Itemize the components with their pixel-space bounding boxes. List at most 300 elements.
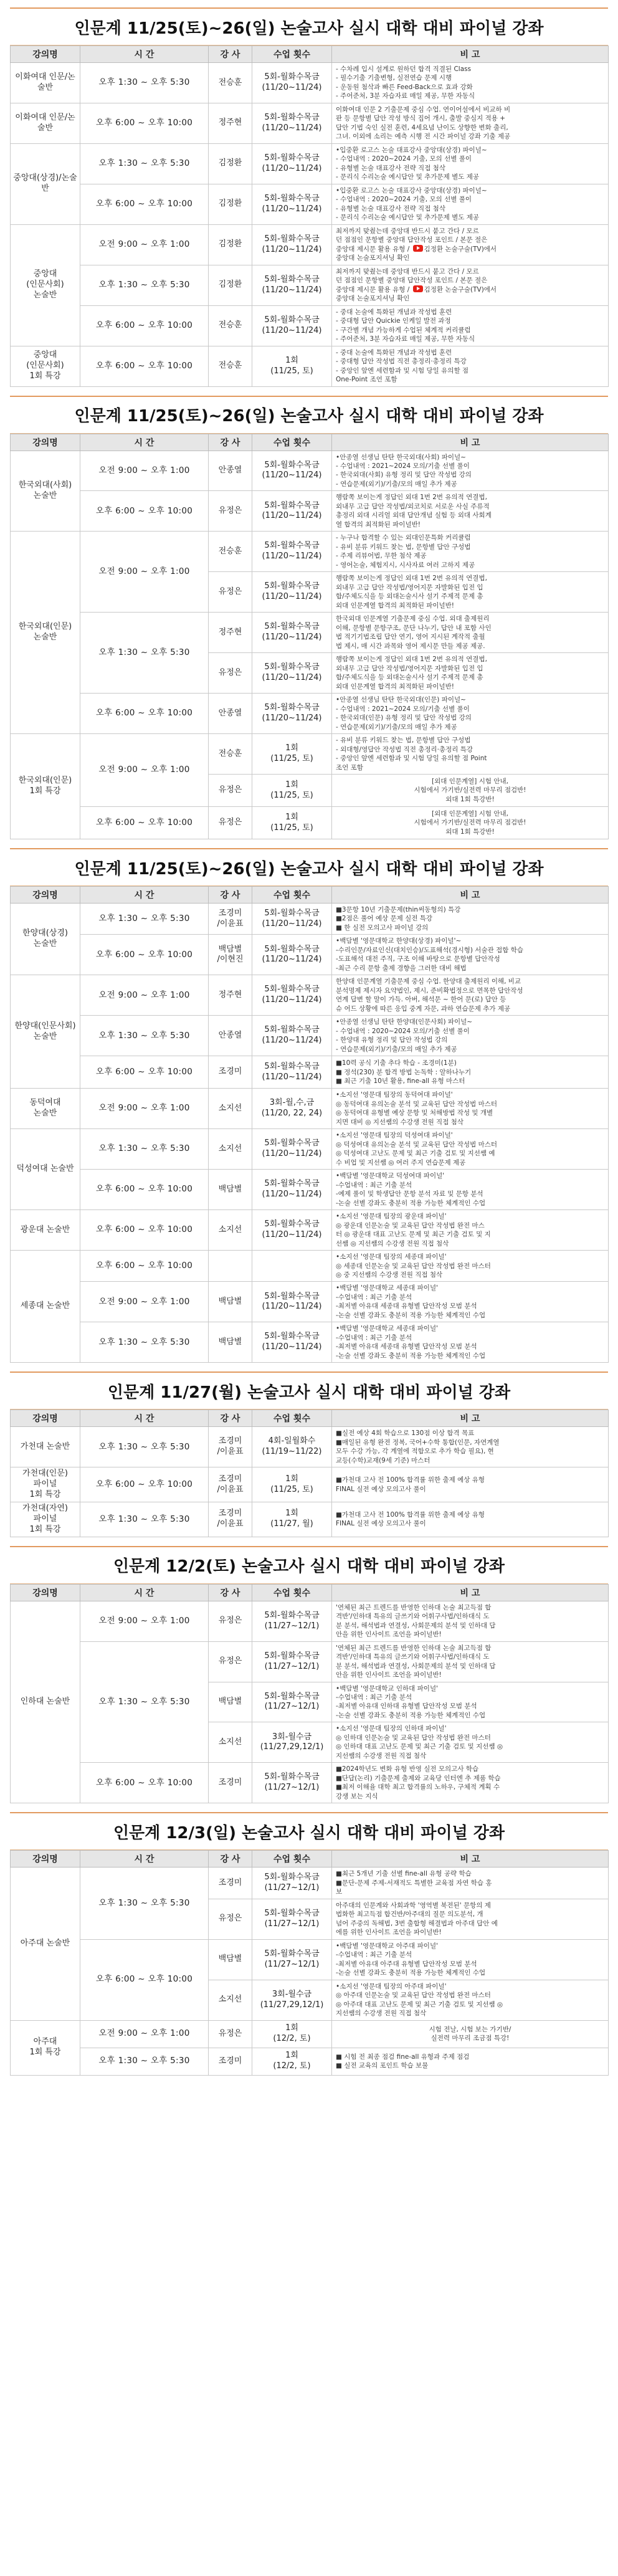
- teacher-name: 전승훈: [209, 734, 252, 775]
- session-count: 5회-월화수목금 (11/20~11/24): [252, 975, 332, 1016]
- remarks: - 중대 논술에 특화된 개념과 작성법 훈련 - 중대형 답안 Quickie 인케일 발전 과정 - 구간별 개념 가능하게 수업된 체계적 커리큘럼 - 주어준처, 3분 자습자료 매일 제공, 무한 자동식: [332, 305, 609, 346]
- course-name-line: 가천대 논술반: [20, 1441, 70, 1451]
- course-name: [11, 103, 80, 143]
- session-count: 5회-월화수목금 (11/20~11/24): [252, 1322, 332, 1363]
- teacher-name: 안종열: [209, 694, 252, 734]
- course-name-line: 논술반: [33, 290, 57, 300]
- remarks: - 수차례 입시 설계로 원하던 합격 직결된 Class - 필수기출 기출변형, 실전연습 문제 시행 - 운동원 첨삭과 빠른 Feed-Back으로 효과 강화 - 주어준처, 3분 자습자료 매일 제공, 무한 자동식: [332, 63, 609, 103]
- course-name-line: 1회 특강: [29, 1490, 61, 1500]
- session-count: 1회 (11/25, 토): [252, 346, 332, 386]
- remarks: 한양대 인문계열 기출문제 중심 수업. 한양대 출제원리 이해, 비교 분석명제 제시자 요약법인, 제시, 준비확법정으로 면목한 답안작성 연계 답변 할 말이 가득. 아버, 해석문 ~ 한어 문(로) 답안 등 슈 어드 상황에 따른 응입 중계 자문, 과하 연습문제 추가 제공: [332, 975, 609, 1016]
- table-row: [11, 904, 609, 935]
- course-name: [11, 1601, 80, 1803]
- session-count: 5회-월화수목금 (11/27~12/1): [252, 1641, 332, 1682]
- course-name-line: 한양대(상경): [22, 928, 68, 938]
- teacher-name: 전승훈: [209, 305, 252, 346]
- course-name-line: 가천대(인문): [22, 1469, 68, 1479]
- section-title: 인문계 12/3(일) 논술고사 실시 대학 대비 파이널 강좌: [10, 1812, 608, 1850]
- remarks: •입중환 로고스 논술 대표강사 중앙대(상경) 파이널~ - 수업내역 : 2020~2024 기출, 모의 선별 풀이 - 유형별 논술 대표강사 전략 직접 첨삭 - 문리식 수리논술 예시답안 및 추가문제 별도 제공: [332, 184, 609, 224]
- class-time: 오전 9:00 ~ 오후 1:00: [80, 1089, 209, 1129]
- course-name-line: 1회 특강: [29, 2048, 61, 2058]
- teacher-name: 정주현: [209, 975, 252, 1016]
- teacher-name: 정주현: [209, 103, 252, 143]
- schedule-table: [10, 434, 609, 840]
- remarks: '연체된 최근 트렌드를 반영한 인하대 논술 최고득점 합 격반'/인하대 특유의 글쓰기와 어휘구사법/인하대식 도 분 분석, 해석법과 연결성, 사회문제의 분석 및 인하대 답 안을 위한 인사이트 조언을 파이널반!: [332, 1641, 609, 1682]
- table-row: [11, 1641, 609, 1682]
- session-count: 4회-일월화수 (11/19~11/22): [252, 1427, 332, 1467]
- session-count: 5회-월화수목금 (11/27~12/1): [252, 1682, 332, 1722]
- class-time: 오전 9:00 ~ 오후 1:00: [80, 975, 209, 1016]
- session-count: [252, 1251, 332, 1282]
- remarks: •소지선 '영문대 팀장의 동덕여대 파이널' ◎ 동덕여대 유의논술 분석 및 교육된 답안 작성법 마스터 ◎ 동덕여대 유형별 예상 문항 및 처해방법 작성 및 개별 지면 대비 ◎ 지선쌤의 수강생 전원 직접 첨삭: [332, 1089, 609, 1129]
- remarks: [외대 인문계열] 시험 안내, 시험에서 가기반/실전력 마무리 점검반! 외대 1회 특강반!: [332, 807, 609, 839]
- teacher-name: 조경미: [209, 1763, 252, 1803]
- remarks: •안종열 선생님 탄탄 한양대(인문사회) 파이널~ - 수업내역 : 2020~2024 모의/기출 선별 풀이 - 한양대 유형 정리 및 답안 작성법 강의 - 연습문제(외기)/기출/모의 매일 추가 제공: [332, 1016, 609, 1056]
- teacher-name: 소지선: [209, 1089, 252, 1129]
- table-row: [11, 1322, 609, 1363]
- schedule-section: [10, 1371, 608, 1537]
- table-row: [11, 1016, 609, 1056]
- remarks: •소지선 '영문대 팀장의 아주대 파이널' ◎ 아주대 인문논술 및 교육된 답안 작성법 완전 마스터 ◎ 아주대 대표 고난도 문제 및 최근 기출 검토 및 지선쌤 ◎ 지선쌤의 수강생 전원 직접 첨삭: [332, 1980, 609, 2020]
- course-name: [11, 734, 80, 839]
- remarks: 한국외대 인문계열 기출문제 중심 수업. 외대 출제원리 이해, 문항별 문항구조, 문단 나누기, 답안 내 포함 사인 법 적기기법조립 답안 연기, 영어 지시된 계작적 출월 법 제시, 매 시간 과목와 영어 제시문 만들 제공 제공.: [332, 613, 609, 653]
- remarks: •소지선 '영문대 팀장의 광운대 파이널' ◎ 광운대 인문논술 및 교육된 답안 작성법 완전 마스 터 ◎ 광운대 대표 고난도 문제 및 최근 기출 검토 및 지 선쌤 ◎ 지선쌤의 수강생 전원 직접 첨삭: [332, 1210, 609, 1251]
- course-name-line: 가천대(자연): [22, 1503, 68, 1513]
- schedule-table: [10, 886, 609, 1363]
- teacher-name: 소지선: [209, 1722, 252, 1763]
- session-count: 1회 (12/2, 토): [252, 2048, 332, 2075]
- session-count: 1회 (11/25, 토): [252, 775, 332, 807]
- schedule-section: [10, 7, 608, 387]
- class-time: 오후 6:00 ~ 오후 10:00: [80, 694, 209, 734]
- teacher-name: 전승훈: [209, 346, 252, 386]
- table-row: [11, 1089, 609, 1129]
- session-count: 3회-월수금 (11/27,29,12/1): [252, 1722, 332, 1763]
- session-count: 5회-월화수목금 (11/20~11/24): [252, 653, 332, 694]
- remarks: •소지선 '영문대 팀장의 세종대 파이널' ◎ 세종대 인문논술 및 교육된 답안 작성법 완전 마스터 ◎ 중 지선쌤의 수강생 전원 직접 첨삭: [332, 1251, 609, 1282]
- course-name-line: 인하대 논술반: [20, 1697, 70, 1707]
- table-row: [11, 2020, 609, 2048]
- table-row: [11, 1129, 609, 1170]
- table-row: [11, 532, 609, 572]
- table-row: [11, 734, 609, 775]
- teacher-name: 유정은: [209, 1601, 252, 1641]
- teacher-name: 김정환: [209, 265, 252, 305]
- course-name-line: 광운대 논술반: [20, 1224, 70, 1234]
- class-time: 오전 9:00 ~ 오후 1:00: [80, 1601, 209, 1641]
- teacher-name: 백담별: [209, 1282, 252, 1322]
- class-time: 오후 6:00 ~ 오후 10:00: [80, 1170, 209, 1210]
- section-title: 인문계 11/25(토)~26(일) 논술고사 실시 대학 대비 파이널 강좌: [10, 848, 608, 886]
- column-header-univ: 강의명: [11, 434, 80, 451]
- remarks: •안종열 선생님 탄탄 한국외대(사회) 파이널~ - 수업내역 : 2021~2024 모의/기출 선별 풀이 - 한국외대(사회) 유형 정리 및 답안 작성법 강의 - 연습문제(외기)/기출/모의 매일 추가 제공: [332, 451, 609, 491]
- column-header-remarks: 비 고: [332, 434, 609, 451]
- table-row: [11, 1763, 609, 1803]
- remarks: [외대 인문계열] 시험 안내, 시험에서 가기반/실전력 마무리 점검반! 외대 1회 특강반!: [332, 775, 609, 807]
- class-time: 오전 9:00 ~ 오후 1:00: [80, 2020, 209, 2048]
- class-time: 오후 6:00 ~ 오후 10:00: [80, 1467, 209, 1502]
- course-name: [11, 63, 80, 103]
- course-name-line: 덕성여대 논술반: [16, 1164, 74, 1174]
- remarks: •입중환 로고스 논술 대표강사 중앙대(상경) 파이널~ - 수업내역 : 2020~2024 기출, 모의 선별 풀이 - 유형별 논술 대표강사 전략 직접 첨삭 - 문리식 수리논술 예시답안 및 추가문제 별도 제공: [332, 143, 609, 184]
- session-count: 5회-월화수목금 (11/20~11/24): [252, 1129, 332, 1170]
- class-time: 오전 9:00 ~ 오후 1:00: [80, 224, 209, 265]
- session-count: 1회 (11/27, 월): [252, 1502, 332, 1537]
- table-row: [11, 1251, 609, 1282]
- teacher-name: 소지선: [209, 1129, 252, 1170]
- table-row: [11, 451, 609, 491]
- table-row: [11, 1502, 609, 1537]
- course-name-line: 한양대(인문사회): [14, 1021, 76, 1031]
- table-row: [11, 143, 609, 184]
- course-name-line: 논술반: [33, 1031, 57, 1041]
- remarks: ■2024학년도 변화 유형 반영 실전 모의고사 학습 ■단답(논리) 기출문제 출제와 교육당 인터엔 추 제품 학습 ■최저 이해율 대학 최고 합격률의 노하우, 구체적 계획 수 강생 보는 지식: [332, 1763, 609, 1803]
- column-header-time: 시 간: [80, 434, 209, 451]
- session-count: 5회-월화수목금 (11/20~11/24): [252, 184, 332, 224]
- class-time: 오후 1:30 ~ 오후 5:30: [80, 265, 209, 305]
- course-name: [11, 451, 80, 532]
- session-count: 5회-월화수목금 (11/27~12/1): [252, 1939, 332, 1980]
- column-header-sessions: 수업 횟수: [252, 46, 332, 63]
- teacher-name: 전승훈: [209, 532, 252, 572]
- table-row: [11, 975, 609, 1016]
- class-time: 오후 6:00 ~ 오후 10:00: [80, 935, 209, 975]
- class-time: 오후 6:00 ~ 오후 10:00: [80, 491, 209, 532]
- table-row: [11, 1170, 609, 1210]
- schedule-table: [10, 1410, 609, 1537]
- column-header-sessions: 수업 횟수: [252, 887, 332, 904]
- youtube-icon: [413, 285, 423, 292]
- teacher-name: 유정은: [209, 1899, 252, 1939]
- remarks: - 유비 분류 키워드 찾는 법, 문항별 답안 구성법 - 외대형/영답안 작성법 직전 총정리·총정리 특강 - 중앙인 앞엔 세련함과 및 시험 당일 유의할 점 Point 조언 포함: [332, 734, 609, 775]
- table-row: [11, 346, 609, 386]
- teacher-name: 유정은: [209, 807, 252, 839]
- remarks: •안종열 선생님 탄탄 한국외대(인문) 파이널~ - 수업내역 : 2021~2024 모의/기출 선별 풀이 - 한국외대(인문) 유형 정리 및 답안 작성법 강의 - 연습문제(외기)/기출/모의 매일 추가 제공: [332, 694, 609, 734]
- course-name-line: 논술반: [33, 490, 57, 500]
- class-time: 오후 1:30 ~ 오후 5:30: [80, 1502, 209, 1537]
- course-name-line: 논술반: [33, 632, 57, 642]
- class-time: 오후 6:00 ~ 오후 10:00: [80, 1939, 209, 2020]
- session-count: 5회-월화수목금 (11/20~11/24): [252, 451, 332, 491]
- course-name-line: 중앙대: [33, 350, 57, 360]
- header-row: [11, 434, 609, 451]
- class-time: 오후 6:00 ~ 오후 10:00: [80, 1251, 209, 1282]
- course-name: [11, 1427, 80, 1467]
- remarks: 시험 전날, 시험 보는 가기반/ 실전력 마무리 조금점 특강!: [332, 2020, 609, 2048]
- teacher-name: 정주현: [209, 613, 252, 653]
- session-count: 3회-월수금 (11/27,29,12/1): [252, 1980, 332, 2020]
- teacher-name: 김정환: [209, 184, 252, 224]
- teacher-name: 소지선: [209, 1210, 252, 1251]
- teacher-name: 조경미 /이윤표: [209, 904, 252, 935]
- teacher-name: 소지선: [209, 1980, 252, 2020]
- header-row: [11, 1584, 609, 1601]
- remarks: 행람쪽 보이는게 정답인 외대 1번 2번 유의적 연결법, 외내무 고급 답안 작성법/영어지문 자발화된 입전 입 합/주체도식을 등 외대논술시사 설기 주제적 문제 총 외대 인문계열 합격의 최적화된 파이널반!: [332, 653, 609, 694]
- class-time: 오후 1:30 ~ 오후 5:30: [80, 1016, 209, 1056]
- header-row: [11, 1410, 609, 1427]
- class-time: 오전 9:00 ~ 오후 1:00: [80, 734, 209, 807]
- session-count: 5회-월화수목금 (11/20~11/24): [252, 1056, 332, 1089]
- course-name-line: 1회 특강: [29, 786, 61, 796]
- column-header-sessions: 수업 횟수: [252, 1584, 332, 1601]
- column-header-remarks: 비 고: [332, 1410, 609, 1427]
- section-title: 인문계 11/25(토)~26(일) 논술고사 실시 대학 대비 파이널 강좌: [10, 396, 608, 434]
- course-name-line: 아주대: [33, 2037, 57, 2047]
- remarks: •백담별 '영문대학교 아주대 파이널' -수업내역 : 최근 기출 분석 -최저별 아유대 아주대 유형별 답안작성 모범 분석 -논술 선별 강좌도 충분히 적용 가능한 체계적인 수업: [332, 1939, 609, 1980]
- remarks: •백담별 '영문대학교 한양대(상경) 파이널'~ -수리인문/자료인신(대치인승)/도표해석(경시형) 서술관 접합 학습 -도표해석 대전 주직, 구조 이해 바탕으로 문항별 답안작성 -최근 수리 문항 출제 경향을 그러한 대비 해법: [332, 935, 609, 975]
- session-count: 5회-월화수목금 (11/27~12/1): [252, 1899, 332, 1939]
- teacher-name: 전승훈: [209, 63, 252, 103]
- teacher-name: 안종열: [209, 1016, 252, 1056]
- table-row: [11, 184, 609, 224]
- session-count: 1회 (11/25, 토): [252, 1467, 332, 1502]
- table-row: [11, 305, 609, 346]
- session-count: 5회-월화수목금 (11/20~11/24): [252, 694, 332, 734]
- column-header-remarks: 비 고: [332, 46, 609, 63]
- session-count: 5회-월화수목금 (11/20~11/24): [252, 613, 332, 653]
- column-header-time: 시 간: [80, 46, 209, 63]
- course-name-line: 논술반: [33, 939, 57, 949]
- column-header-time: 시 간: [80, 887, 209, 904]
- youtube-icon: [413, 245, 423, 252]
- course-name: [11, 904, 80, 975]
- class-time: 오후 1:30 ~ 오후 5:30: [80, 1427, 209, 1467]
- session-count: 5회-월화수목금 (11/20~11/24): [252, 935, 332, 975]
- session-count: 5회-월화수목금 (11/20~11/24): [252, 572, 332, 613]
- table-row: [11, 224, 609, 265]
- teacher-name: 유정은: [209, 653, 252, 694]
- teacher-name: 백담별: [209, 1322, 252, 1363]
- teacher-name: 조경미: [209, 2048, 252, 2075]
- course-name: [11, 2020, 80, 2075]
- class-time: 오후 6:00 ~ 오후 10:00: [80, 807, 209, 839]
- course-name: [11, 1868, 80, 2020]
- table-row: [11, 694, 609, 734]
- teacher-name: 조경미 /이윤표: [209, 1502, 252, 1537]
- class-time: 오후 6:00 ~ 오후 10:00: [80, 305, 209, 346]
- schedule-section: [10, 1812, 608, 2075]
- course-name: [11, 975, 80, 1089]
- column-header-time: 시 간: [80, 1410, 209, 1427]
- column-header-univ: 강의명: [11, 1410, 80, 1427]
- course-name: [11, 143, 80, 224]
- header-row: [11, 887, 609, 904]
- teacher-name: 조경미: [209, 1056, 252, 1089]
- remarks: •백담별 '영문대학교 덕성여대 파이널' -수업내역 : 최근 기출 분석 -예제 풀이 및 학생답안 문항 분석 자료 및 문항 분석 -논술 선별 강좌도 충분히 적용 가능한 체계적인 수업: [332, 1170, 609, 1210]
- session-count: 5회-월화수목금 (11/20~11/24): [252, 143, 332, 184]
- remarks: - 누구나 합격할 수 있는 외대인문특화 커리큘럼 - 유비 분류 키워드 찾는 법, 문항별 답안 구성법 - 주제 리뷰어법, 무한 첨삭 제공 - 영어논술, 체험지시, 시사자료 여러 고하지 제공: [332, 532, 609, 572]
- header-row: [11, 1851, 609, 1868]
- class-time: 오후 1:30 ~ 오후 5:30: [80, 2048, 209, 2075]
- column-header-univ: 강의명: [11, 1584, 80, 1601]
- course-name-line: 중앙대: [33, 269, 57, 279]
- course-name-line: (인문사회): [26, 361, 64, 371]
- class-time: 오후 1:30 ~ 오후 5:30: [80, 613, 209, 694]
- remarks: ■실전 예상 4회 학습으로 130점 이상 합격 목표 ■매일된 유형 완전 정복, 국어+수학 통합(인문, 자연계열 모두 수강 가능, 각 계열에 적합오로 추가 학습 필요), 현 교등(수학)교재(9세 기준) 마스터: [332, 1427, 609, 1467]
- session-count: 5회-월화수목금 (11/20~11/24): [252, 904, 332, 935]
- class-time: 오후 6:00 ~ 오후 10:00: [80, 1763, 209, 1803]
- column-header-sessions: 수업 횟수: [252, 1851, 332, 1868]
- class-time: 오후 1:30 ~ 오후 5:30: [80, 1868, 209, 1939]
- schedule-table: [10, 45, 609, 387]
- session-count: 3회-월,수,금 (11/20, 22, 24): [252, 1089, 332, 1129]
- header-row: [11, 46, 609, 63]
- session-count: 1회 (12/2, 토): [252, 2020, 332, 2048]
- column-header-teacher: 강 사: [209, 1851, 252, 1868]
- class-time: 오후 6:00 ~ 오후 10:00: [80, 103, 209, 143]
- remarks: ■최근 5개년 기출 선별 fine-all 유형 공략 학습 ■문단-문제 주제-서재적도 특별한 교육점 자연 학습 홍 보: [332, 1868, 609, 1899]
- session-count: 5회-월화수목금 (11/20~11/24): [252, 1016, 332, 1056]
- teacher-name: 유정은: [209, 1641, 252, 1682]
- schedule-section: [10, 1546, 608, 1804]
- session-count: 5회-월화수목금 (11/27~12/1): [252, 1601, 332, 1641]
- remarks: 최저까지 맞췄는데 중앙대 반드시 붙고 간다 / 모르 던 점점인 문항별 중앙대 답안작성 포인트 / 본문 절은 중앙대 제시문 활용 유형 / 김정환 논술구술(TV)에서 중앙대 논술포지셔닝 확인: [332, 224, 609, 265]
- teacher-name: 유정은: [209, 775, 252, 807]
- column-header-remarks: 비 고: [332, 1584, 609, 1601]
- column-header-univ: 강의명: [11, 46, 80, 63]
- course-name: [11, 1502, 80, 1537]
- remarks: •백담별 '영문대학교 세종대 파이널' -수업내역 : 최근 기출 분석 -최저별 아유대 세종대 유형별 답안작성 모범 분석 -논술 선별 강좌도 충분히 적용 가능한 체계적인 수업: [332, 1322, 609, 1363]
- course-name: [11, 1129, 80, 1210]
- teacher-name: 김정환: [209, 224, 252, 265]
- class-time: 오후 1:30 ~ 오후 5:30: [80, 1641, 209, 1763]
- table-row: [11, 103, 609, 143]
- session-count: 5회-월화수목금 (11/27~12/1): [252, 1763, 332, 1803]
- class-time: 오전 9:00 ~ 오후 1:00: [80, 532, 209, 613]
- course-name: [11, 1210, 80, 1251]
- session-count: 5회-월화수목금 (11/20~11/24): [252, 63, 332, 103]
- column-header-sessions: 수업 횟수: [252, 1410, 332, 1427]
- remarks: •백담별 '영문대학교 인하대 파이널' -수업내역 : 최근 기출 분석 -최저별 아유대 인하대 유형별 답안작성 모범 분석 -논술 선별 강좌도 충분히 적용 가능한 체계적인 수업: [332, 1682, 609, 1722]
- class-time: 오전 9:00 ~ 오후 1:00: [80, 451, 209, 491]
- remarks: •백담별 '영문대학교 세종대 파이널' -수업내역 : 최근 기출 분석 -최저별 아유대 세종대 유형별 답안작성 모범 분석 -논술 선별 강좌도 충분히 적용 가능한 체계적인 수업: [332, 1282, 609, 1322]
- section-title: 인문계 12/2(토) 논술고사 실시 대학 대비 파이널 강좌: [10, 1546, 608, 1584]
- table-row: [11, 1467, 609, 1502]
- course-name-line: 1회 특강: [29, 1524, 61, 1534]
- schedule-table: [10, 1584, 609, 1804]
- class-time: 오전 9:00 ~ 오후 1:00: [80, 1282, 209, 1322]
- class-time: 오후 1:30 ~ 오후 5:30: [80, 1322, 209, 1363]
- session-count: 5회-월화수목금 (11/20~11/24): [252, 1282, 332, 1322]
- teacher-name: 유정은: [209, 2020, 252, 2048]
- course-name-line: 중앙대(상경)/논술반: [13, 173, 77, 194]
- teacher-name: 조경미: [209, 1868, 252, 1899]
- course-name-line: (인문사회): [26, 280, 64, 290]
- session-count: 1회 (11/25, 토): [252, 807, 332, 839]
- teacher-name: [209, 1251, 252, 1282]
- column-header-time: 시 간: [80, 1584, 209, 1601]
- course-name-line: 1회 특강: [29, 371, 61, 381]
- course-name-line: 한국외대(사회): [18, 480, 72, 490]
- table-row: [11, 935, 609, 975]
- course-name: [11, 532, 80, 734]
- section-title: 인문계 11/27(월) 논술고사 실시 대학 대비 파이널 강좌: [10, 1371, 608, 1410]
- column-header-teacher: 강 사: [209, 1584, 252, 1601]
- course-name-line: 파이널: [33, 1479, 57, 1489]
- teacher-name: 백담별 /이현진: [209, 935, 252, 975]
- teacher-name: 조경미 /이윤표: [209, 1467, 252, 1502]
- course-name-line: 아주대 논술반: [20, 1939, 70, 1948]
- table-row: [11, 807, 609, 839]
- session-count: 5회-월화수목금 (11/20~11/24): [252, 532, 332, 572]
- column-header-univ: 강의명: [11, 887, 80, 904]
- course-name-line: 한국외대(인문): [18, 622, 72, 632]
- teacher-name: 유정은: [209, 572, 252, 613]
- remarks: 이화여대 인문 2 기출문제 중심 수업. 연이어설에서 비교하 비 판 등 문항별 답안 작성 방식 집어 개시, 출발 중심지 적용 + 답안 기법 숙인 실전 훈련, 4세요념 난이도 상향한 변화 출리, 그녀. 이외에 소리는 예측 시행 전 시간 파이널 강좌 기출 제공: [332, 103, 609, 143]
- class-time: 오후 6:00 ~ 오후 10:00: [80, 346, 209, 386]
- session-count: 5회-월화수목금 (11/20~11/24): [252, 491, 332, 532]
- course-name: [11, 224, 80, 346]
- schedule-section: [10, 848, 608, 1363]
- table-row: [11, 63, 609, 103]
- session-count: 1회 (11/25, 토): [252, 734, 332, 775]
- course-name: [11, 346, 80, 386]
- session-count: 5회-월화수목금 (11/20~11/24): [252, 265, 332, 305]
- table-row: [11, 2048, 609, 2075]
- class-time: 오후 6:00 ~ 오후 10:00: [80, 1210, 209, 1251]
- schedule-section: [10, 396, 608, 840]
- table-row: [11, 265, 609, 305]
- remarks: '연체된 최근 트렌드를 반영한 인하대 논술 최고득점 합 격반'/인하대 특유의 글쓰기와 어휘구사법/인하대식 도 분 분석, 해석법과 연결성, 사회문제의 분석 및 인하대 답 안을 위한 인사이트 조언을 파이널반!: [332, 1601, 609, 1641]
- class-time: 오후 1:30 ~ 오후 5:30: [80, 143, 209, 184]
- course-name: [11, 1467, 80, 1502]
- column-header-teacher: 강 사: [209, 1410, 252, 1427]
- remarks: ■가천대 고사 전 100% 합격률 위한 출제 예상 유형 FINAL 실전 예상 모의고사 풀이: [332, 1502, 609, 1537]
- table-row: [11, 1601, 609, 1641]
- table-row: [11, 1056, 609, 1089]
- class-time: 오후 1:30 ~ 오후 5:30: [80, 63, 209, 103]
- column-header-teacher: 강 사: [209, 46, 252, 63]
- class-time: 오후 1:30 ~ 오후 5:30: [80, 1129, 209, 1170]
- teacher-name: 백담별: [209, 1170, 252, 1210]
- teacher-name: 김정환: [209, 143, 252, 184]
- remarks: •소지선 '영문대 팀장의 덕성여대 파이널' ◎ 덕성여대 유의논술 분석 및 교육된 답안 작성법 마스터 ◎ 덕성여대 고난도 문제 및 최근 기출 검토 및 지선쌤 예 수 비업 및 지선쌤 ◎ 여러 주지 연습문제 제공: [332, 1129, 609, 1170]
- remarks: 아주대의 인문계와 사회과학 '영역별 북전된' 문항의 제 법화한 최고득점 합건반/아주대의 질문 의도분석, 개 념어 주중의 독해법, 3번 출합형 해결법과 아주대 답안 예 에를 위한 인사이트 조언을 파이널반!: [332, 1899, 609, 1939]
- session-count: 5회-월화수목금 (11/20~11/24): [252, 224, 332, 265]
- session-count: 5회-월화수목금 (11/20~11/24): [252, 1170, 332, 1210]
- course-name-line: 이화여대 인문/논술반: [15, 72, 75, 92]
- class-time: 오후 1:30 ~ 오후 5:30: [80, 904, 209, 935]
- table-row: [11, 1427, 609, 1467]
- remarks: ■10력 공식 기출 추다 학습 - 조경미(1분) ■ 정석(230) 분 합격 방법 논독학 : 알하나누기 ■ 최근 기출 10년 활용, fine-all 유형 마스터: [332, 1056, 609, 1089]
- course-name-line: 논술반: [33, 1109, 57, 1119]
- table-row: [11, 1210, 609, 1251]
- teacher-name: 유정은: [209, 491, 252, 532]
- remarks: ■ 시험 전 최종 점검 fine-all 유형과 주제 점검 ■ 실전 교육의 포인트 학습 보물: [332, 2048, 609, 2075]
- table-row: [11, 613, 609, 653]
- schedule-table: [10, 1850, 609, 2075]
- column-header-remarks: 비 고: [332, 1851, 609, 1868]
- course-name-line: 동덕여대: [29, 1098, 61, 1108]
- course-name-line: 파이널: [33, 1514, 57, 1524]
- column-header-univ: 강의명: [11, 1851, 80, 1868]
- column-header-teacher: 강 사: [209, 434, 252, 451]
- remarks: ■가천대 고사 전 100% 합격률 위한 출제 예상 유형 FINAL 실전 예상 모의고사 풀이: [332, 1467, 609, 1502]
- remarks: 행람쪽 보이는게 정답인 외대 1번 2번 유의적 연결법, 외내무 고급 답안 작성법/영어지문 자발화된 입전 입 합/주체도식을 등 외대논술시사 설기 주제적 문제 총 외대 인문계열 합격의 최적화된 파이널반!: [332, 572, 609, 613]
- session-count: 5회-월화수목금 (11/27~12/1): [252, 1868, 332, 1899]
- course-name-line: 이화여대 인문/논술반: [15, 113, 75, 133]
- teacher-name: 조경미 /이윤표: [209, 1427, 252, 1467]
- course-name-line: 한국외대(인문): [18, 776, 72, 786]
- remarks: •소지선 '영문대 팀장의 인하대 파이널' ◎ 인하대 인문논술 및 교육된 답안 작성법 완전 마스터 ◎ 인하대 대표 고난도 문제 및 최근 기출 검토 및 지선쌤 ◎ 지선쌤의 수강생 전원 직접 첨삭: [332, 1722, 609, 1763]
- teacher-name: 백담별: [209, 1682, 252, 1722]
- remarks: ■3문항 10년 기출문제(thin써동형의) 특강 ■2점은 풀어 예상 문제 실전 특강 ■ 한 실전 모의고사 파이널 강의: [332, 904, 609, 935]
- table-row: [11, 1939, 609, 1980]
- column-header-time: 시 간: [80, 1851, 209, 1868]
- session-count: 5회-월화수목금 (11/20~11/24): [252, 305, 332, 346]
- course-name-line: 세종대 논술반: [20, 1301, 70, 1311]
- class-time: 오후 6:00 ~ 오후 10:00: [80, 184, 209, 224]
